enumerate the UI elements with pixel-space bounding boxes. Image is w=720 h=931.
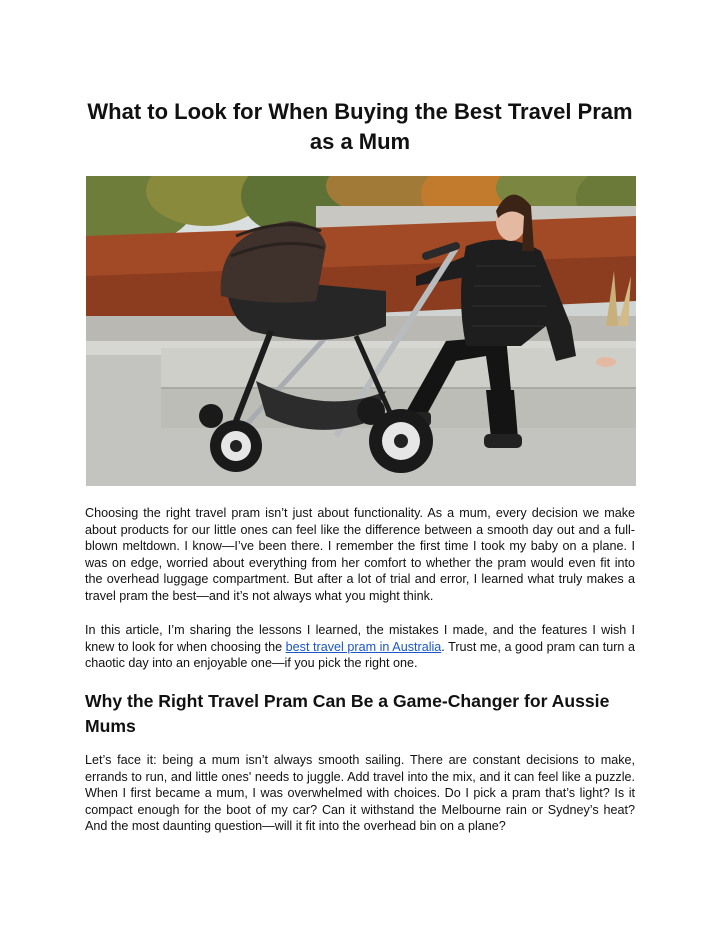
paragraph-text: In this article, I’m sharing the lessons I learned, the mistakes I made, and the features I wish I knew to look for when choosing the (85, 623, 635, 654)
intro-paragraph: Choosing the right travel pram isn’t just about functionality. As a mum, every decision we make about products for our little ones can feel like the difference between a smooth day out and a full-blown meltdown. I know—I’ve been there. I remember the first time I took my baby on a plane. I was on edge, worried about everything from her comfort to whether the pram would even fit into the overhead luggage compartment. But after a lot of trial and error, I learned what truly makes a travel pram the best—and it’s not always what you might think. (85, 506, 635, 603)
section-heading: Why the Right Travel Pram Can Be a Game-Changer for Aussie Mums (85, 691, 610, 736)
woman-with-pram-photo (86, 176, 636, 486)
article-intro-paragraph (85, 622, 635, 672)
section-paragraph: Let’s face it: being a mum isn’t always smooth sailing. There are constant decisions to make, errands to run, and little ones' needs to juggle. Add travel into the mix, and it can feel like a puzzle. When I first became a mum, I was overwhelmed with choices. Do I pick a pram that’s light? Is it compact enough for the boot of my car? Can it withstand the Melbourne rain or Sydney’s heat? And the most daunting question—will it fit into the overhead bin on a plane? (85, 753, 635, 834)
best-travel-pram-link[interactable]: best travel pram in Australia (285, 639, 442, 654)
paragraph-text: . Trust me, a good pram can turn a chaotic day into an enjoyable one—if you pick the right one. (85, 639, 635, 671)
page-title: What to Look for When Buying the Best Travel Pram as a Mum (87, 99, 633, 154)
